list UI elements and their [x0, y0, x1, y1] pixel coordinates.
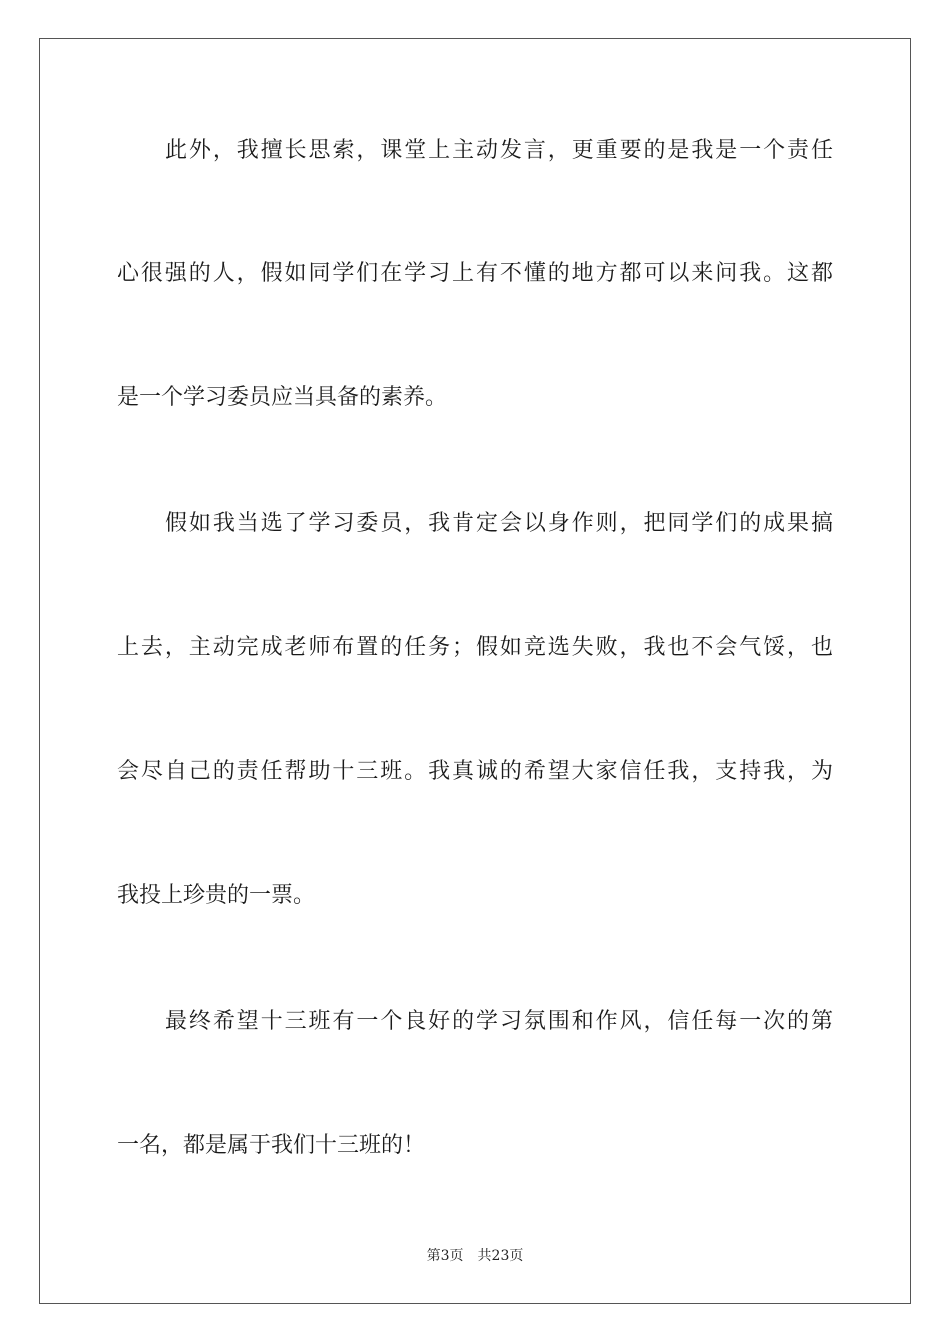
paragraph-2-line-4: 我投上珍贵的一票。 — [117, 883, 316, 908]
paragraph-3-line-1: 最终希望十三班有一个良好的学习氛围和作风，信任每一次的第 — [165, 1009, 833, 1034]
page-border — [39, 38, 911, 1304]
paragraph-1-line-2: 心很强的人，假如同学们在学习上有不懂的地方都可以来问我。这都 — [117, 261, 833, 286]
paragraph-1-line-3: 是一个学习委员应当具备的素养。 — [117, 385, 448, 410]
paragraph-2-line-1: 假如我当选了学习委员，我肯定会以身作则，把同学们的成果搞 — [165, 511, 833, 536]
paragraph-1-line-1: 此外，我擅长思索，课堂上主动发言，更重要的是我是一个责任 — [165, 138, 833, 163]
paragraph-3-line-2: 一名，都是属于我们十三班的！ — [117, 1133, 426, 1158]
page-total: 共23页 — [477, 1248, 524, 1264]
page-footer — [0, 1247, 950, 1265]
paragraph-2-line-2: 上去，主动完成老师布置的任务；假如竞选失败，我也不会气馁，也 — [117, 635, 833, 660]
page-number: 第3页 — [426, 1248, 464, 1264]
paragraph-2-line-3: 会尽自己的责任帮助十三班。我真诚的希望大家信任我，支持我，为 — [117, 759, 833, 784]
